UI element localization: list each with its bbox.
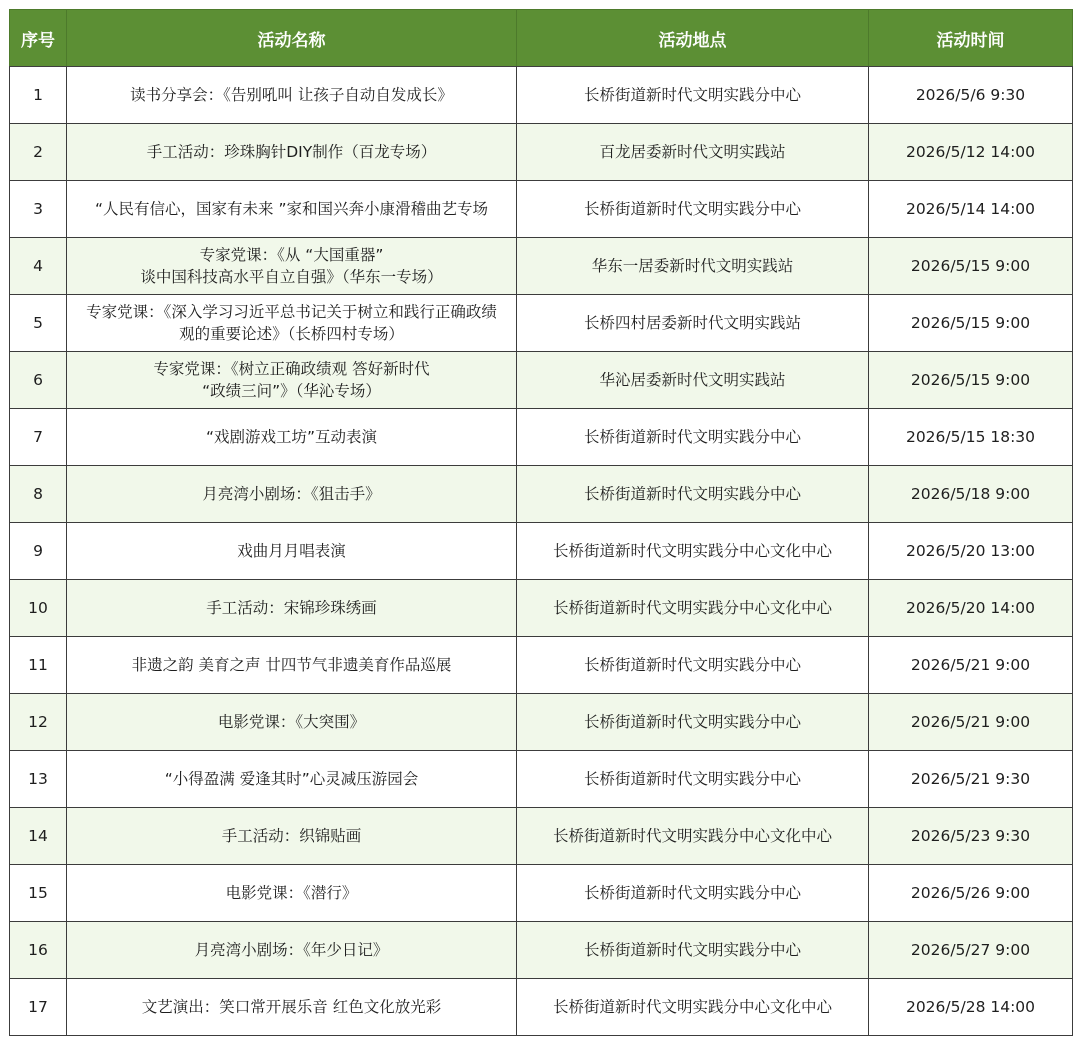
table-row [10, 409, 1073, 466]
activity-name-line: 非遗之韵 美育之声 廿四节气非遗美育作品巡展 [131, 656, 452, 674]
cell-no: 12 [10, 694, 67, 751]
cell-activity-name [67, 751, 517, 808]
cell-activity-place: 华沁居委新时代文明实践站 [517, 352, 869, 409]
cell-activity-name [67, 124, 517, 181]
cell-activity-place: 华东一居委新时代文明实践站 [517, 238, 869, 295]
cell-activity-time: 2026/5/14 14:00 [869, 181, 1073, 238]
activity-name-line: “小得盈满 爱逢其时”心灵减压游园会 [164, 770, 419, 788]
table-row [10, 124, 1073, 181]
table-row [10, 466, 1073, 523]
activity-name-line: 月亮湾小剧场：《狙击手》 [202, 485, 381, 503]
cell-activity-place: 长桥街道新时代文明实践分中心 [517, 922, 869, 979]
header-place: 活动地点 [517, 10, 869, 67]
activity-name-line: “戏剧游戏工坊”互动表演 [205, 428, 378, 446]
cell-activity-time: 2026/5/6 9:30 [869, 67, 1073, 124]
cell-activity-time: 2026/5/20 14:00 [869, 580, 1073, 637]
cell-activity-name [67, 238, 517, 295]
activity-name-line: 电影党课：《潜行》 [225, 884, 358, 902]
activity-name-line: 读书分享会：《告别吼叫 让孩子自动自发成长》 [130, 86, 453, 104]
header-no: 序号 [10, 10, 67, 67]
cell-activity-name [67, 922, 517, 979]
cell-activity-name [67, 979, 517, 1036]
cell-activity-name [67, 352, 517, 409]
cell-activity-time: 2026/5/27 9:00 [869, 922, 1073, 979]
cell-activity-place: 长桥四村居委新时代文明实践站 [517, 295, 869, 352]
cell-activity-time: 2026/5/18 9:00 [869, 466, 1073, 523]
activity-name-line: “政绩三问”》（华沁专场） [202, 382, 381, 400]
table-row [10, 181, 1073, 238]
header-time: 活动时间 [869, 10, 1073, 67]
cell-activity-time: 2026/5/23 9:30 [869, 808, 1073, 865]
cell-no: 3 [10, 181, 67, 238]
cell-no: 1 [10, 67, 67, 124]
activity-schedule-sheet [9, 9, 1072, 1036]
table-body [10, 67, 1073, 1036]
cell-activity-place: 长桥街道新时代文明实践分中心文化中心 [517, 979, 869, 1036]
activity-table [9, 9, 1073, 1036]
cell-activity-time: 2026/5/28 14:00 [869, 979, 1073, 1036]
cell-activity-name [67, 865, 517, 922]
cell-no: 17 [10, 979, 67, 1036]
cell-activity-time: 2026/5/15 18:30 [869, 409, 1073, 466]
table-row [10, 580, 1073, 637]
activity-name-line: “人民有信心，国家有未来 ”家和国兴奔小康滑稽曲艺专场 [95, 200, 488, 218]
cell-activity-place: 长桥街道新时代文明实践分中心 [517, 466, 869, 523]
cell-no: 8 [10, 466, 67, 523]
cell-activity-name [67, 637, 517, 694]
cell-activity-name [67, 808, 517, 865]
cell-activity-time: 2026/5/15 9:00 [869, 238, 1073, 295]
cell-no: 10 [10, 580, 67, 637]
cell-activity-name [67, 295, 517, 352]
cell-activity-time: 2026/5/20 13:00 [869, 523, 1073, 580]
cell-no: 15 [10, 865, 67, 922]
cell-activity-place: 长桥街道新时代文明实践分中心文化中心 [517, 523, 869, 580]
activity-name-line: 专家党课：《从 “大国重器” [199, 246, 384, 264]
activity-name-line: 文艺演出：笑口常开展乐音 红色文化放光彩 [141, 998, 442, 1016]
cell-no: 14 [10, 808, 67, 865]
activity-name-line: 电影党课：《大突围》 [217, 713, 366, 731]
table-row [10, 523, 1073, 580]
activity-name-line: 观的重要论述》（长桥四村专场） [179, 325, 404, 343]
table-row [10, 352, 1073, 409]
table-row [10, 865, 1073, 922]
cell-activity-time: 2026/5/12 14:00 [869, 124, 1073, 181]
cell-activity-place: 长桥街道新时代文明实践分中心 [517, 865, 869, 922]
cell-activity-place: 长桥街道新时代文明实践分中心 [517, 181, 869, 238]
table-row [10, 979, 1073, 1036]
cell-activity-name [67, 181, 517, 238]
activity-name-line: 月亮湾小剧场：《年少日记》 [194, 941, 389, 959]
cell-no: 7 [10, 409, 67, 466]
cell-no: 11 [10, 637, 67, 694]
cell-activity-name [67, 409, 517, 466]
cell-activity-place: 长桥街道新时代文明实践分中心文化中心 [517, 808, 869, 865]
activity-name-line: 手工活动：宋锦珍珠绣画 [206, 599, 377, 617]
cell-activity-name [67, 523, 517, 580]
table-row [10, 751, 1073, 808]
cell-activity-time: 2026/5/21 9:00 [869, 694, 1073, 751]
cell-activity-place: 长桥街道新时代文明实践分中心文化中心 [517, 580, 869, 637]
table-row [10, 238, 1073, 295]
cell-activity-place: 百龙居委新时代文明实践站 [517, 124, 869, 181]
cell-activity-place: 长桥街道新时代文明实践分中心 [517, 67, 869, 124]
table-row [10, 922, 1073, 979]
activity-name-line: 戏曲月月唱表演 [237, 542, 346, 560]
cell-activity-time: 2026/5/15 9:00 [869, 352, 1073, 409]
table-row [10, 295, 1073, 352]
cell-activity-name [67, 466, 517, 523]
cell-activity-time: 2026/5/21 9:30 [869, 751, 1073, 808]
cell-no: 5 [10, 295, 67, 352]
cell-activity-place: 长桥街道新时代文明实践分中心 [517, 409, 869, 466]
cell-no: 2 [10, 124, 67, 181]
cell-no: 16 [10, 922, 67, 979]
header-row [10, 10, 1073, 67]
cell-no: 4 [10, 238, 67, 295]
table-row [10, 808, 1073, 865]
table-row [10, 637, 1073, 694]
table-row [10, 67, 1073, 124]
activity-name-line: 手工活动：织锦贴画 [221, 827, 362, 845]
cell-activity-place: 长桥街道新时代文明实践分中心 [517, 694, 869, 751]
cell-activity-place: 长桥街道新时代文明实践分中心 [517, 751, 869, 808]
cell-activity-time: 2026/5/21 9:00 [869, 637, 1073, 694]
cell-activity-place: 长桥街道新时代文明实践分中心 [517, 637, 869, 694]
activity-name-line: 专家党课：《树立正确政绩观 答好新时代 [153, 360, 430, 378]
cell-activity-time: 2026/5/15 9:00 [869, 295, 1073, 352]
cell-activity-name [67, 67, 517, 124]
cell-no: 9 [10, 523, 67, 580]
activity-name-line: 专家党课：《深入学习习近平总书记关于树立和践行正确政绩 [86, 303, 497, 321]
cell-no: 6 [10, 352, 67, 409]
cell-activity-name [67, 580, 517, 637]
cell-activity-time: 2026/5/26 9:00 [869, 865, 1073, 922]
activity-name-line: 谈中国科技高水平自立自强》（华东一专场） [140, 268, 443, 286]
header-name: 活动名称 [67, 10, 517, 67]
cell-no: 13 [10, 751, 67, 808]
activity-name-line: 手工活动：珍珠胸针DIY制作（百龙专场） [146, 143, 437, 161]
table-row [10, 694, 1073, 751]
cell-activity-name [67, 694, 517, 751]
